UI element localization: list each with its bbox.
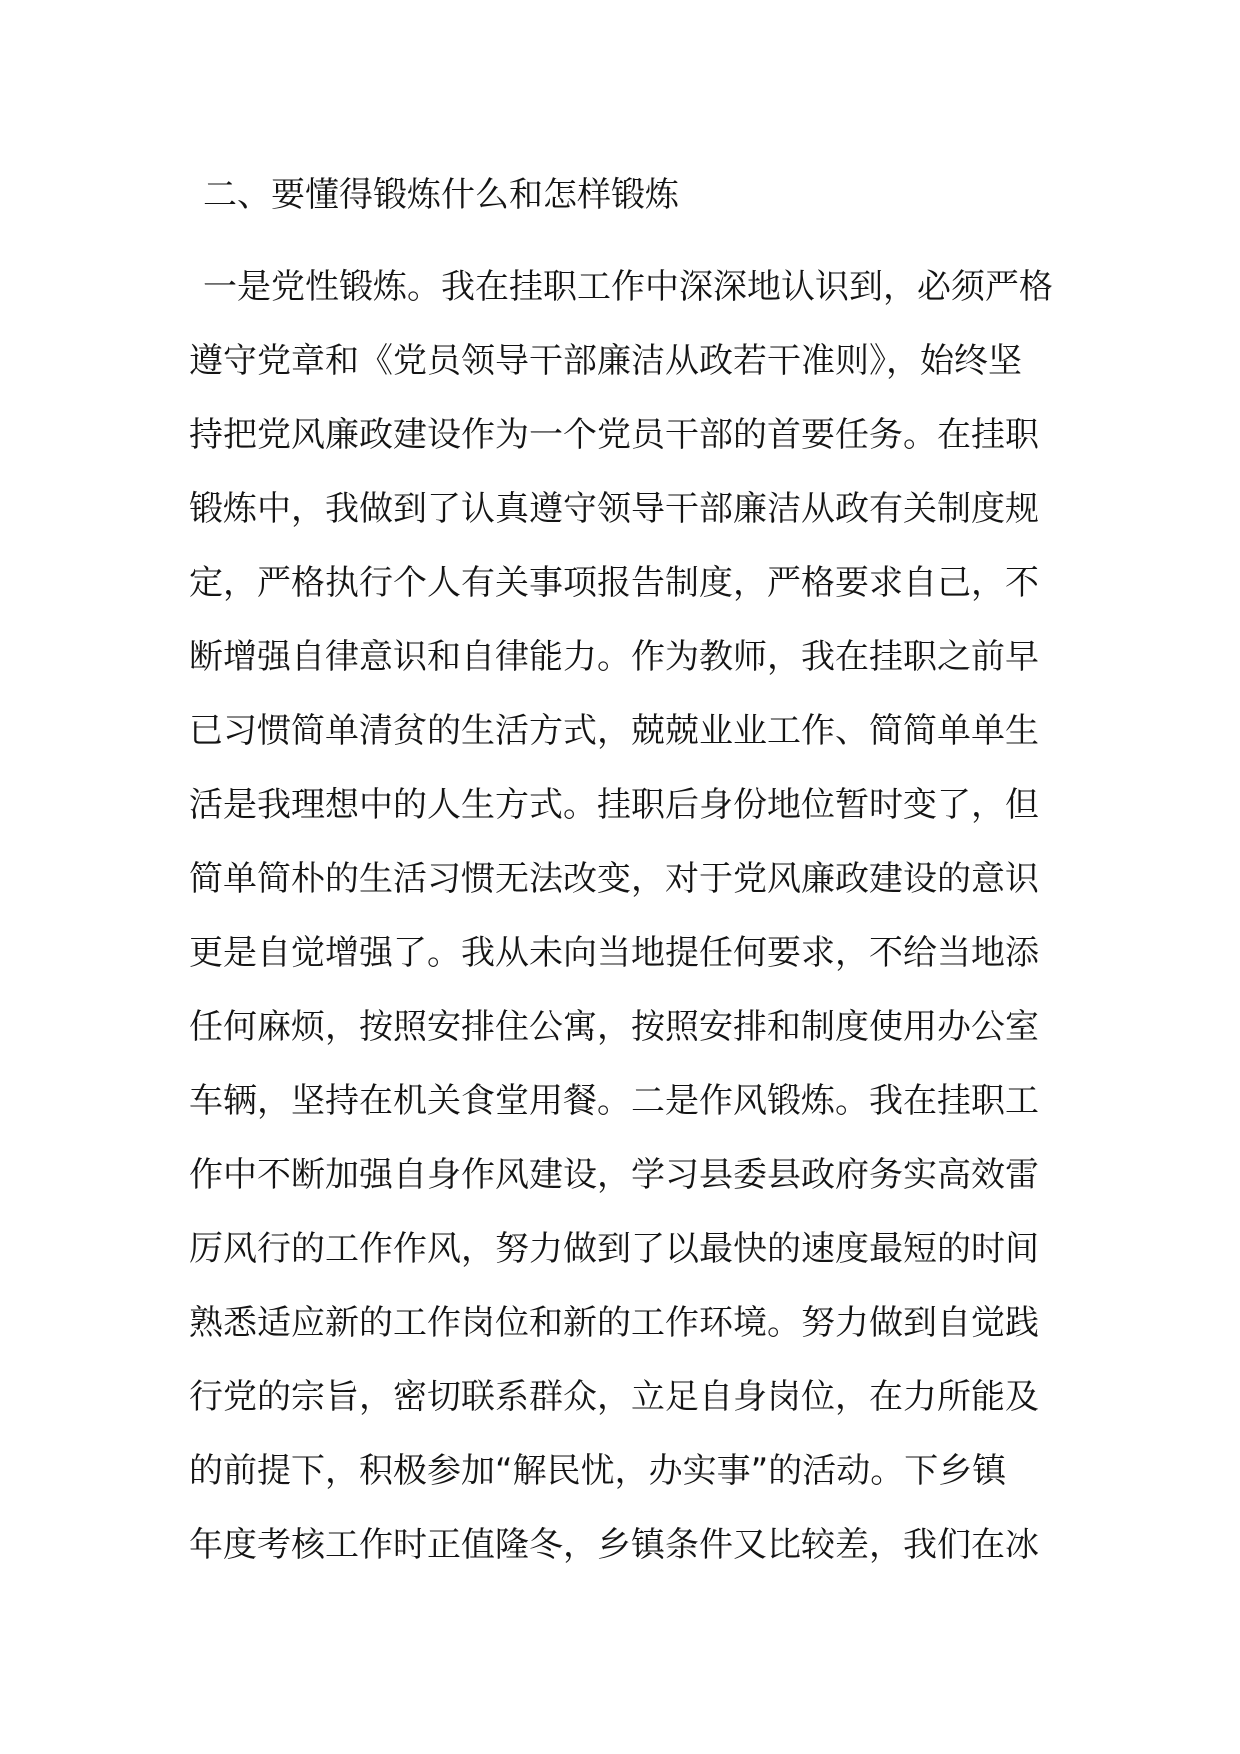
text-line: 遵守党章和《党员领导干部廉洁从政若干准则》，始终坚 <box>189 341 1022 381</box>
text-line: 车辆，坚持在机关食堂用餐。二是作风锻炼。我在挂职工 <box>189 1081 1039 1121</box>
text-line: 厉风行的工作作风，努力做到了以最快的速度最短的时间 <box>189 1229 1039 1269</box>
text-line: 已习惯简单清贫的生活方式，兢兢业业工作、简简单单生 <box>189 711 1039 751</box>
text-line: 行党的宗旨，密切联系群众，立足自身岗位，在力所能及 <box>189 1377 1039 1417</box>
text-line: 简单简朴的生活习惯无法改变，对于党风廉政建设的意识 <box>189 859 1039 899</box>
text-line: 任何麻烦，按照安排住公寓，按照安排和制度使用办公室 <box>189 1007 1039 1047</box>
text-line: 熟悉适应新的工作岗位和新的工作环境。努力做到自觉践 <box>189 1303 1039 1343</box>
text-line: 更是自觉增强了。我从未向当地提任何要求，不给当地添 <box>189 933 1039 973</box>
text-line: 定，严格执行个人有关事项报告制度，严格要求自己，不 <box>189 563 1039 603</box>
section-heading: 二、要懂得锻炼什么和怎样锻炼 <box>203 175 679 215</box>
text-line: 锻炼中，我做到了认真遵守领导干部廉洁从政有关制度规 <box>189 489 1039 529</box>
text-line: 断增强自律意识和自律能力。作为教师，我在挂职之前早 <box>189 637 1039 677</box>
text-line: 作中不断加强自身作风建设，学习县委县政府务实高效雷 <box>189 1155 1039 1195</box>
text-line: 一是党性锻炼。我在挂职工作中深深地认识到，必须严格 <box>203 267 1053 307</box>
text-line: 的前提下，积极参加“解民忧，办实事”的活动。下乡镇 <box>189 1451 1007 1491</box>
text-line: 活是我理想中的人生方式。挂职后身份地位暂时变了，但 <box>189 785 1039 825</box>
body-paragraph <box>189 262 1069 1594</box>
text-line: 持把党风廉政建设作为一个党员干部的首要任务。在挂职 <box>189 415 1039 455</box>
text-line: 年度考核工作时正值隆冬，乡镇条件又比较差，我们在冰 <box>189 1525 1039 1565</box>
